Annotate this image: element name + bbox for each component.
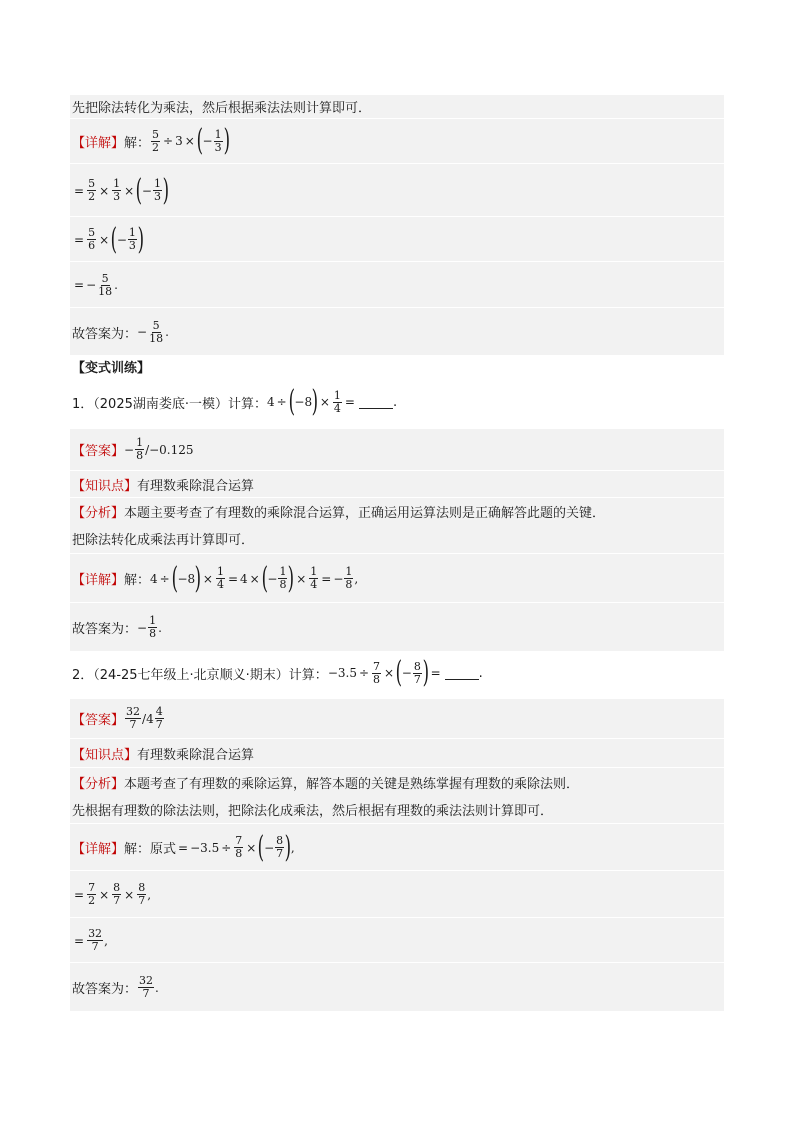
answer-expr: − $\frac{5}{18}$ . xyxy=(137,318,169,345)
step2-row xyxy=(70,165,724,217)
expr-step2: = $\frac{5}{2}$ × $\frac{1}{3}$ × ( − $\frac{1}{3}$ ) xyxy=(74,172,170,208)
q2-step3-expr: = $\frac{32}{7}$ , xyxy=(74,927,108,953)
expr-step4: = − $\frac{5}{18}$ . xyxy=(74,271,118,298)
q1-stem: 1．（2025湖南娄底·一模）计算： 4 ÷ ( −8 ) × $\frac{1}{4}$ = . xyxy=(72,384,398,419)
detail-row xyxy=(70,119,724,164)
expr-step1: $\frac{5}{2}$ ÷ 3 × ( − $\frac{1}{3}$ ) xyxy=(152,123,230,158)
answer-prefix: 故答案为： xyxy=(72,326,138,342)
q2-knowledge-row: 【知识点】 有理数乘除混合运算 xyxy=(70,740,724,768)
step4-row xyxy=(70,263,724,308)
method-text: 先把除法转化为乘法，然后根据乘法法则计算即可． xyxy=(72,101,372,116)
step3-row xyxy=(70,218,724,262)
variant-heading: 【变式训练】 xyxy=(72,360,151,376)
q2-answer-expr: $\frac{32}{7}$ / 4 $\frac{4}{7}$ xyxy=(126,705,163,731)
answer-row xyxy=(70,309,724,355)
q2-step2-expr: = $\frac{7}{2}$ × $\frac{8}{7}$ × $\frac{8}{7}$ , xyxy=(74,881,152,907)
detail-prefix: 解： xyxy=(124,135,151,151)
q2-step3-row xyxy=(70,919,724,963)
q1-method-row: 把除法转化成乘法再计算即可． xyxy=(70,524,724,554)
fraction: $\frac{5}{2}$ xyxy=(152,127,160,154)
q1-answer-expr: − $\frac{1}{8}$ /−0.125 xyxy=(124,436,194,462)
q1-knowledge-row: 【知识点】 有理数乘除混合运算 xyxy=(70,472,724,498)
q1-expr: 4 ÷ ( −8 ) × $\frac{1}{4}$ = xyxy=(267,384,355,419)
fraction: $\frac{1}{3}$ xyxy=(214,127,222,154)
q2-detail-row: 【详解】 解：原式 = −3.5 ÷ $\frac{7}{8}$ × ( − $\frac{8}{7}$ ) , xyxy=(70,825,724,871)
q1-final-expr: − $\frac{1}{8}$ . xyxy=(137,614,162,640)
expr-step3: = $\frac{5}{6}$ × ( − $\frac{1}{3}$ ) xyxy=(74,221,144,257)
q1-detail-expr: 4 ÷ ( −8 ) × $\frac{1}{4}$ = 4 × ( − $\frac{1}{8}$ ) × $\frac{1}{4}$ = − $\frac{1}{8}$ , xyxy=(150,560,359,596)
answer-blank xyxy=(359,396,393,409)
q2-expr: −3.5 ÷ $\frac{7}{8}$ × ( − $\frac{8}{7}$ ) = xyxy=(327,655,441,690)
method-line xyxy=(70,95,724,119)
detail-tag: 【详解】 xyxy=(72,135,125,151)
q1-answer-row: 【答案】 − $\frac{1}{8}$ /−0.125 xyxy=(70,429,724,471)
q2-final-row: 故答案为： $\frac{32}{7}$ . xyxy=(72,974,159,1000)
q2-final-expr: $\frac{32}{7}$ . xyxy=(139,974,159,1000)
q2-step2-row xyxy=(70,872,724,918)
q2-analysis-row: 【分析】 本题考查了有理数的乘除运算，解答本题的关键是熟练掌握有理数的乘除法则． xyxy=(72,776,580,792)
q2-detail-expr: = −3.5 ÷ $\frac{7}{8}$ × ( − $\frac{8}{7}$ ) , xyxy=(178,829,295,865)
q1-analysis-row: 【分析】 本题主要考查了有理数的乘除混合运算，正确运用运算法则是正确解答此题的关键． xyxy=(72,505,606,521)
q2-stem: 2．（24-25七年级上·北京顺义·期末）计算： −3.5 ÷ $\frac{7}{8}$ × ( − $\frac{8}{7}$ ) = . xyxy=(72,655,483,690)
q1-final-row: 故答案为： − $\frac{1}{8}$ . xyxy=(72,614,162,640)
q2-answer-row: 【答案】 $\frac{32}{7}$ / 4 $\frac{4}{7}$ xyxy=(70,699,724,739)
q2-method-row: 先根据有理数的除法法则，把除法化成乘法，然后根据有理数的乘法法则计算即可． xyxy=(70,796,724,824)
q1-detail-row: 【详解】 解： 4 ÷ ( −8 ) × $\frac{1}{4}$ = 4 × ( − $\frac{1}{8}$ ) × $\frac{1}{4}$ = − $\frac{1}{8}$ , xyxy=(70,555,724,603)
answer-blank xyxy=(445,667,479,680)
